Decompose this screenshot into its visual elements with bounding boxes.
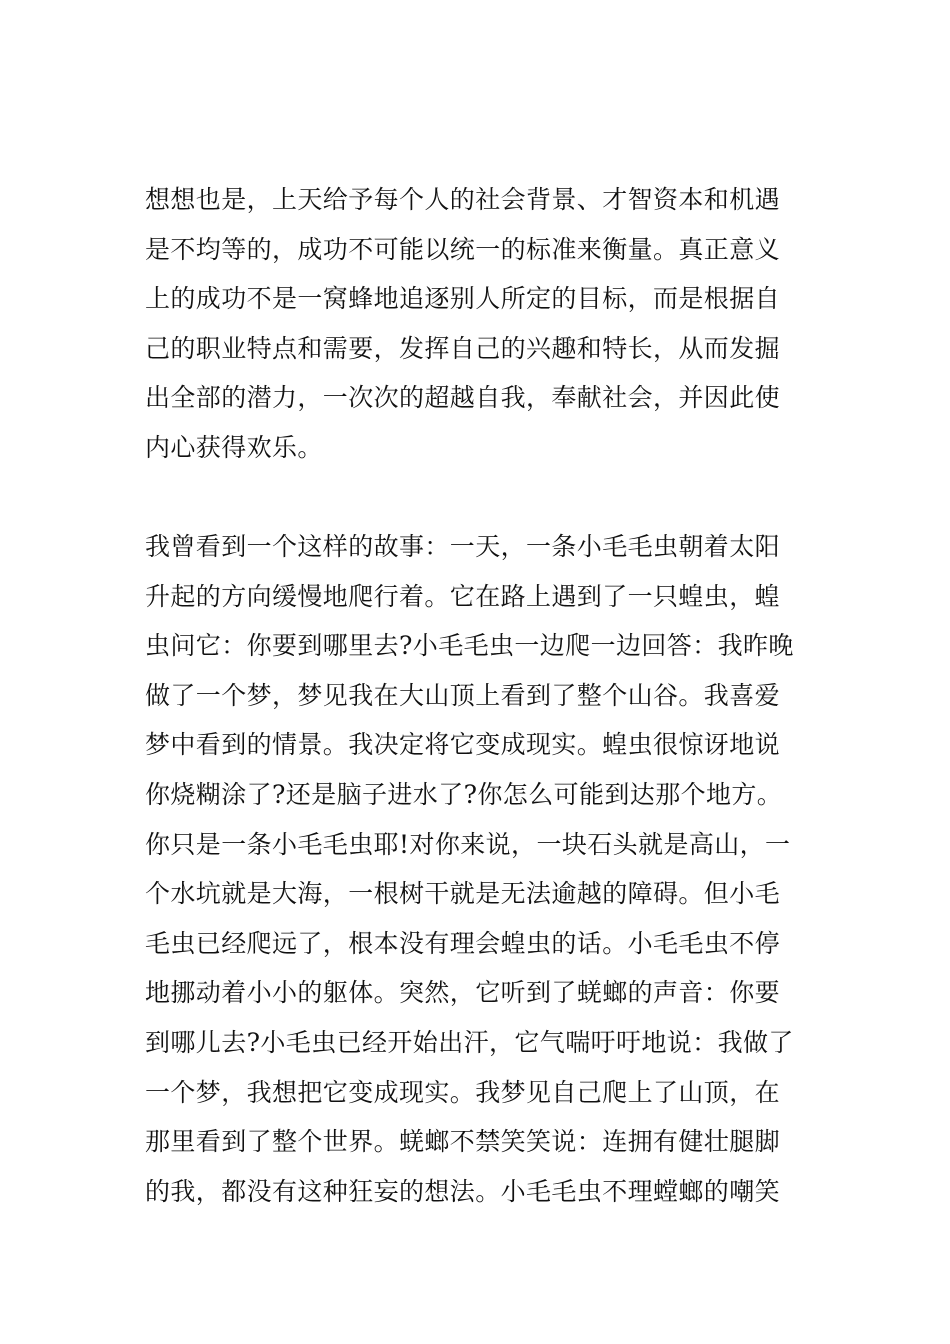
text-line: 毛虫已经爬远了，根本没有理会蝗虫的话。小毛毛虫不停 [145, 928, 781, 958]
text-line: 你只是一条小毛毛虫耶!对你来说，一块石头就是高山，一 [145, 829, 791, 859]
paragraph-1 [145, 175, 810, 473]
text-line: 我曾看到一个这样的故事：一天，一条小毛毛虫朝着太阳 [145, 532, 781, 561]
text-line: 一个梦，我想把它变成现实。我梦见自己爬上了山顶，在 [145, 1077, 781, 1107]
text-line: 你烧糊涂了?还是脑子进水了?你怎么可能到达那个地方。 [145, 779, 783, 809]
text-line: 那里看到了整个世界。蜣螂不禁笑笑说：连拥有健壮腿脚 [145, 1127, 781, 1157]
text-line: 到哪儿去?小毛虫已经开始出汗，它气喘吁吁地说：我做了 [145, 1027, 794, 1057]
text-line: 虫问它：你要到哪里去?小毛毛虫一边爬一边回答：我昨晚 [145, 631, 794, 661]
text-line: 做了一个梦，梦见我在大山顶上看到了整个山谷。我喜爱 [145, 680, 781, 710]
text-line: 个水坑就是大海，一根树干就是无法逾越的障碍。但小毛 [145, 879, 781, 909]
text-line: 是不均等的，成功不可能以统一的标准来衡量。真正意义 [145, 234, 781, 264]
text-line: 梦中看到的情景。我决定将它变成现实。蝗虫很惊讶地说 [145, 730, 781, 760]
text-line: 想想也是，上天给予每个人的社会背景、才智资本和机遇 [145, 185, 781, 214]
text-line: 升起的方向缓慢地爬行着。它在路上遇到了一只蝗虫，蝗 [145, 581, 781, 611]
text-line: 的我，都没有这种狂妄的想法。小毛毛虫不理螳螂的嘲笑 [145, 1176, 781, 1206]
text-line: 出全部的潜力，一次次的超越自我，奉献社会，并因此使 [145, 383, 781, 413]
text-line: 地挪动着小小的躯体。突然，它听到了蜣螂的声音：你要 [145, 978, 781, 1008]
text-line: 内心获得欢乐。 [145, 432, 323, 462]
paragraph-2 [145, 522, 810, 1216]
text-line: 己的职业特点和需要，发挥自己的兴趣和特长，从而发掘 [145, 333, 781, 363]
text-line: 上的成功不是一窝蜂地追逐别人所定的目标，而是根据自 [145, 284, 781, 314]
